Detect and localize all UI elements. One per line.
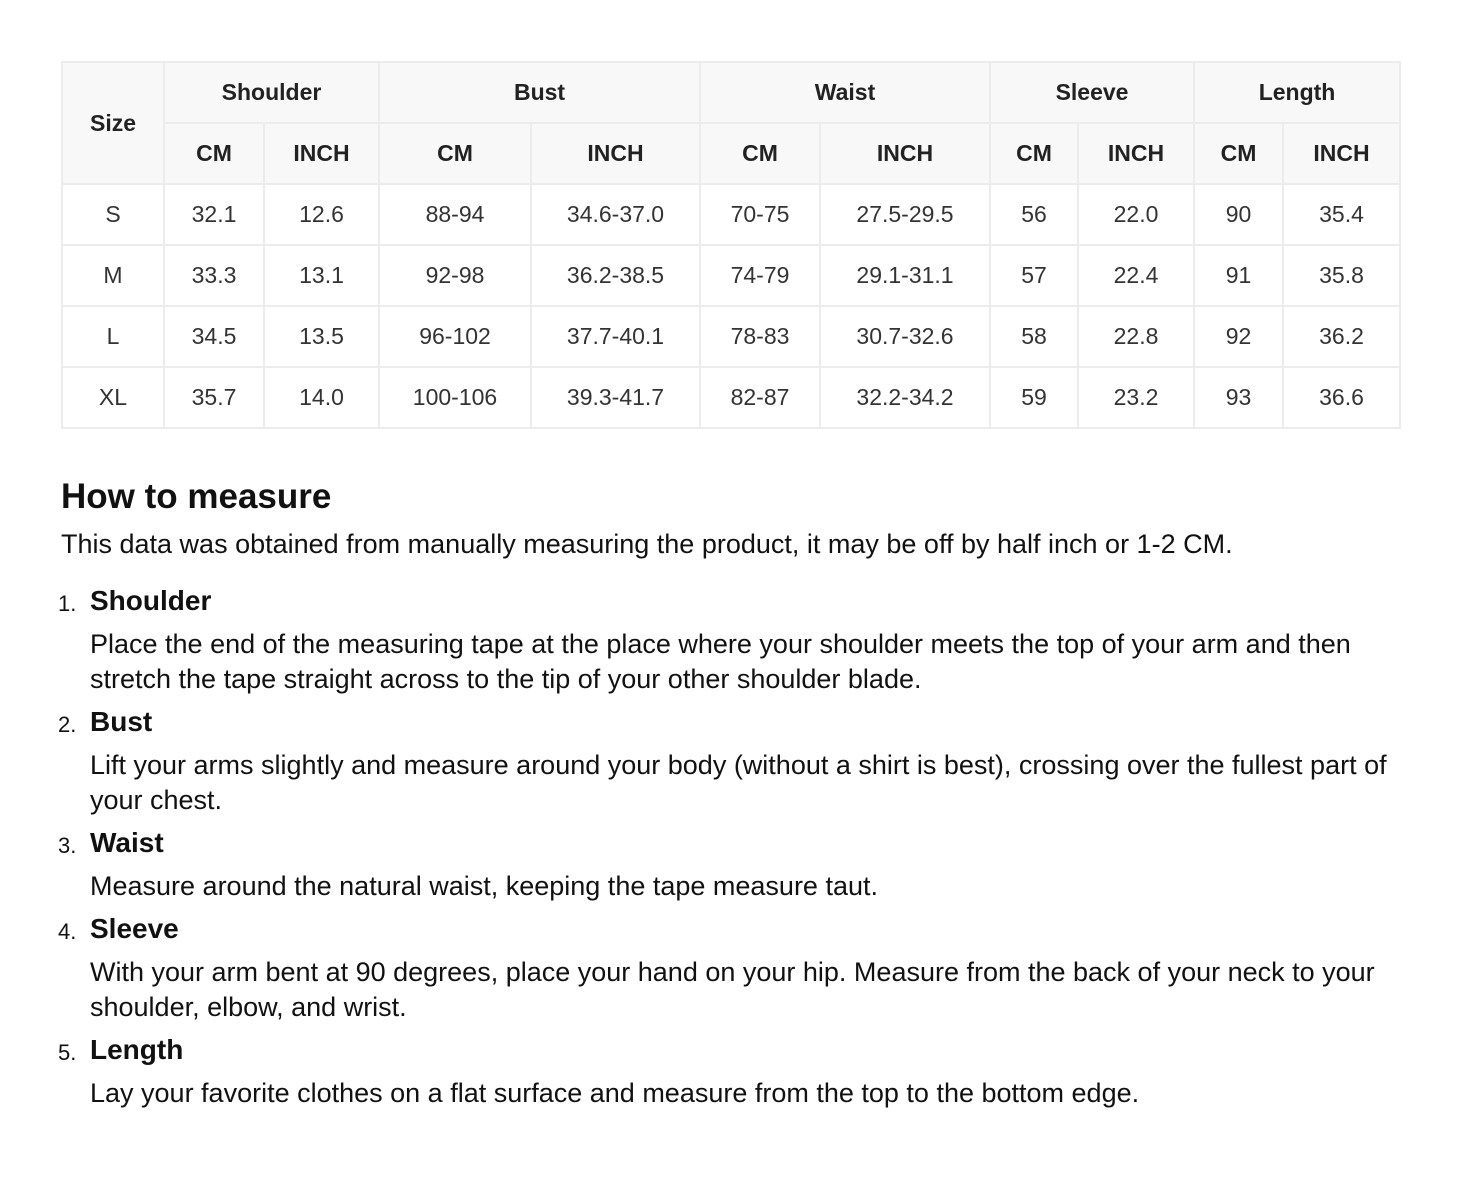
table-cell: 36.2-38.5	[531, 245, 700, 306]
table-row	[62, 306, 1400, 367]
unit-header: CM	[1194, 123, 1283, 184]
table-cell: 35.8	[1283, 245, 1400, 306]
unit-header: CM	[700, 123, 820, 184]
unit-header: INCH	[264, 123, 379, 184]
group-header-row	[62, 62, 1400, 123]
table-cell: 93	[1194, 367, 1283, 428]
table-cell: 22.8	[1078, 306, 1194, 367]
step-number: 3.	[58, 833, 77, 858]
step-number: 2.	[58, 712, 77, 737]
table-cell: 29.1-31.1	[820, 245, 990, 306]
size-cell: XL	[62, 367, 164, 428]
step-desc-bust: Lift your arms slightly and measure around your body (without a shirt is best), crossing over the fullest part of your chest.	[90, 750, 1387, 815]
size-chart-table	[61, 61, 1401, 429]
size-cell: M	[62, 245, 164, 306]
step-title-waist: Waist	[90, 827, 164, 858]
measure-steps-list	[58, 582, 1411, 1111]
table-row	[62, 367, 1400, 428]
table-cell: 34.5	[164, 306, 264, 367]
table-cell: 30.7-32.6	[820, 306, 990, 367]
table-cell: 74-79	[700, 245, 820, 306]
table-cell: 22.0	[1078, 184, 1194, 245]
table-row	[62, 245, 1400, 306]
measure-guide	[58, 472, 1411, 1117]
guide-title: How to measure	[61, 477, 332, 516]
table-cell: 35.4	[1283, 184, 1400, 245]
size-cell: L	[62, 306, 164, 367]
table-cell: 36.6	[1283, 367, 1400, 428]
step-desc-shoulder: Place the end of the measuring tape at the place where your shoulder meets the top of your arm and then stretch the tape straight across to the tip of your other shoulder blade.	[90, 629, 1351, 694]
table-cell: 92	[1194, 306, 1283, 367]
table-cell: 13.5	[264, 306, 379, 367]
table-cell: 90	[1194, 184, 1283, 245]
table-cell: 70-75	[700, 184, 820, 245]
unit-header: INCH	[820, 123, 990, 184]
table-cell: 13.1	[264, 245, 379, 306]
group-header-sleeve: Sleeve	[990, 62, 1194, 123]
size-header: Size	[62, 62, 164, 184]
list-item	[58, 1031, 1411, 1111]
unit-header: INCH	[1283, 123, 1400, 184]
step-desc-length: Lay your favorite clothes on a flat surface and measure from the top to the bottom edge.	[90, 1078, 1140, 1108]
group-header-length: Length	[1194, 62, 1400, 123]
table-cell: 32.2-34.2	[820, 367, 990, 428]
table-cell: 22.4	[1078, 245, 1194, 306]
table-cell: 59	[990, 367, 1078, 428]
step-number: 4.	[58, 919, 77, 944]
table-cell: 12.6	[264, 184, 379, 245]
group-header-waist: Waist	[700, 62, 990, 123]
table-cell: 32.1	[164, 184, 264, 245]
table-cell: 36.2	[1283, 306, 1400, 367]
table-row	[62, 184, 1400, 245]
table-cell: 14.0	[264, 367, 379, 428]
unit-header: CM	[990, 123, 1078, 184]
step-title-shoulder: Shoulder	[90, 585, 212, 616]
step-number: 1.	[58, 591, 77, 616]
table-cell: 96-102	[379, 306, 531, 367]
list-item	[58, 582, 1411, 697]
table-cell: 88-94	[379, 184, 531, 245]
table-cell: 91	[1194, 245, 1283, 306]
list-item	[58, 910, 1411, 1025]
step-desc-waist: Measure around the natural waist, keeping the tape measure taut.	[90, 871, 878, 901]
table-cell: 39.3-41.7	[531, 367, 700, 428]
table-cell: 100-106	[379, 367, 531, 428]
list-item	[58, 824, 1411, 904]
table-cell: 57	[990, 245, 1078, 306]
unit-header: CM	[379, 123, 531, 184]
step-number: 5.	[58, 1040, 77, 1065]
table-cell: 82-87	[700, 367, 820, 428]
table-cell: 23.2	[1078, 367, 1194, 428]
table-cell: 58	[990, 306, 1078, 367]
table-cell: 35.7	[164, 367, 264, 428]
guide-intro: This data was obtained from manually measuring the product, it may be off by half inch or 1-2 CM.	[61, 529, 1233, 559]
unit-header: INCH	[531, 123, 700, 184]
list-item	[58, 703, 1411, 818]
step-desc-sleeve: With your arm bent at 90 degrees, place your hand on your hip. Measure from the back of your neck to your shoulder, elbow, and wrist.	[90, 957, 1375, 1022]
table-cell: 56	[990, 184, 1078, 245]
unit-header: CM	[164, 123, 264, 184]
table-cell: 92-98	[379, 245, 531, 306]
table-cell: 37.7-40.1	[531, 306, 700, 367]
step-title-length: Length	[90, 1034, 184, 1065]
step-title-sleeve: Sleeve	[90, 913, 179, 944]
group-header-bust: Bust	[379, 62, 700, 123]
unit-header: INCH	[1078, 123, 1194, 184]
table-cell: 33.3	[164, 245, 264, 306]
size-cell: S	[62, 184, 164, 245]
table-cell: 27.5-29.5	[820, 184, 990, 245]
step-title-bust: Bust	[90, 706, 153, 737]
group-header-shoulder: Shoulder	[164, 62, 379, 123]
table-cell: 78-83	[700, 306, 820, 367]
table-cell: 34.6-37.0	[531, 184, 700, 245]
unit-header-row	[62, 123, 1400, 184]
